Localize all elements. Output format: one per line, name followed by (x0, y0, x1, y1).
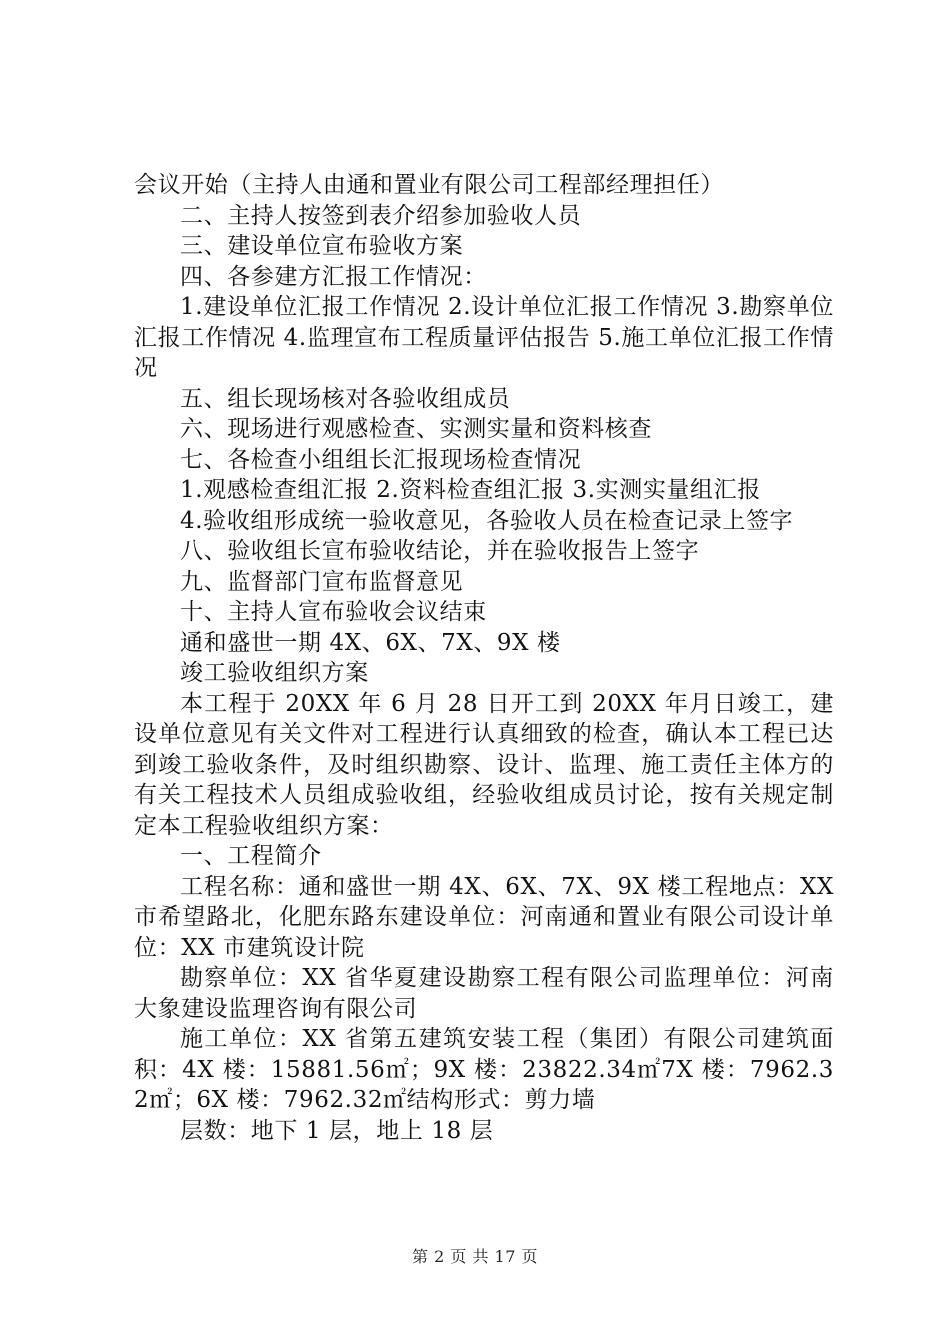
paragraph: 三、建设单位宣布验收方案 (180, 233, 464, 259)
paragraph: 九、监督部门宣布监督意见 (180, 568, 464, 595)
paragraph: 勘察单位：XX 省华夏建设勘察工程有限公司监理单位：河南大象建设监理咨询有限公司 (134, 965, 834, 1022)
paragraph: 4.验收组形成统一验收意见，各验收人员在检查记录上签字 (180, 507, 794, 534)
paragraph: 1.建设单位汇报工作情况 2.设计单位汇报工作情况 3.勘察单位汇报工作情况 4.监理宣布工程质量评估报告 5.施工单位汇报工作情况 (134, 294, 834, 381)
paragraph: 本工程于 20XX 年 6 月 28 日开工到 20XX 年月日竣工，建设单位意见有关文件对工程进行认真细致的检查，确认本工程已达到竣工验收条件，及时组织勘察、设计、监理、施工责任主体方的有关工程技术人员组成验收组，经验收组成员讨论，按有关规定制定本工程验收组织方案： (134, 690, 834, 839)
paragraph: 二、主持人按签到表介绍参加验收人员 (180, 202, 582, 229)
paragraph: 八、验收组长宣布验收结论，并在验收报告上签字 (180, 538, 700, 564)
paragraph: 会议开始（主持人由通和置业有限公司工程部经理担任） (134, 172, 724, 198)
paragraph: 1.观感检查组汇报 2.资料检查组汇报 3.实测实量组汇报 (180, 477, 761, 503)
paragraph: 竣工验收组织方案 (180, 660, 369, 686)
paragraph: 工程名称：通和盛世一期 4X、6X、7X、9X 楼工程地点：XX 市希望路北，化肥东路东建设单位：河南通和置业有限公司设计单位：XX 市建筑设计院 (134, 873, 834, 961)
paragraph: 六、现场进行观感检查、实测实量和资料核查 (180, 416, 652, 442)
paragraph: 层数：地下 1 层，地上 18 层 (180, 1117, 494, 1144)
paragraph: 七、各检查小组组长汇报现场检查情况 (180, 446, 582, 473)
paragraph: 四、各参建方汇报工作情况： (180, 263, 487, 290)
paragraph: 五、组长现场核对各验收组成员 (180, 385, 511, 412)
paragraph: 十、主持人宣布验收会议结束 (180, 599, 487, 625)
paragraph: 一、工程简介 (180, 843, 322, 869)
document-body (134, 170, 834, 1146)
page-number-footer: 第 2 页 共 17 页 (412, 1247, 538, 1266)
paragraph: 通和盛世一期 4X、6X、7X、9X 楼 (180, 629, 561, 656)
paragraph: 施工单位：XX 省第五建筑安装工程（集团）有限公司建筑面积：4X 楼：15881.56㎡；9X 楼：23822.34㎡7X 楼：7962.32㎡；6X 楼：7962.32㎡结构形式：剪力墙 (134, 1026, 834, 1113)
